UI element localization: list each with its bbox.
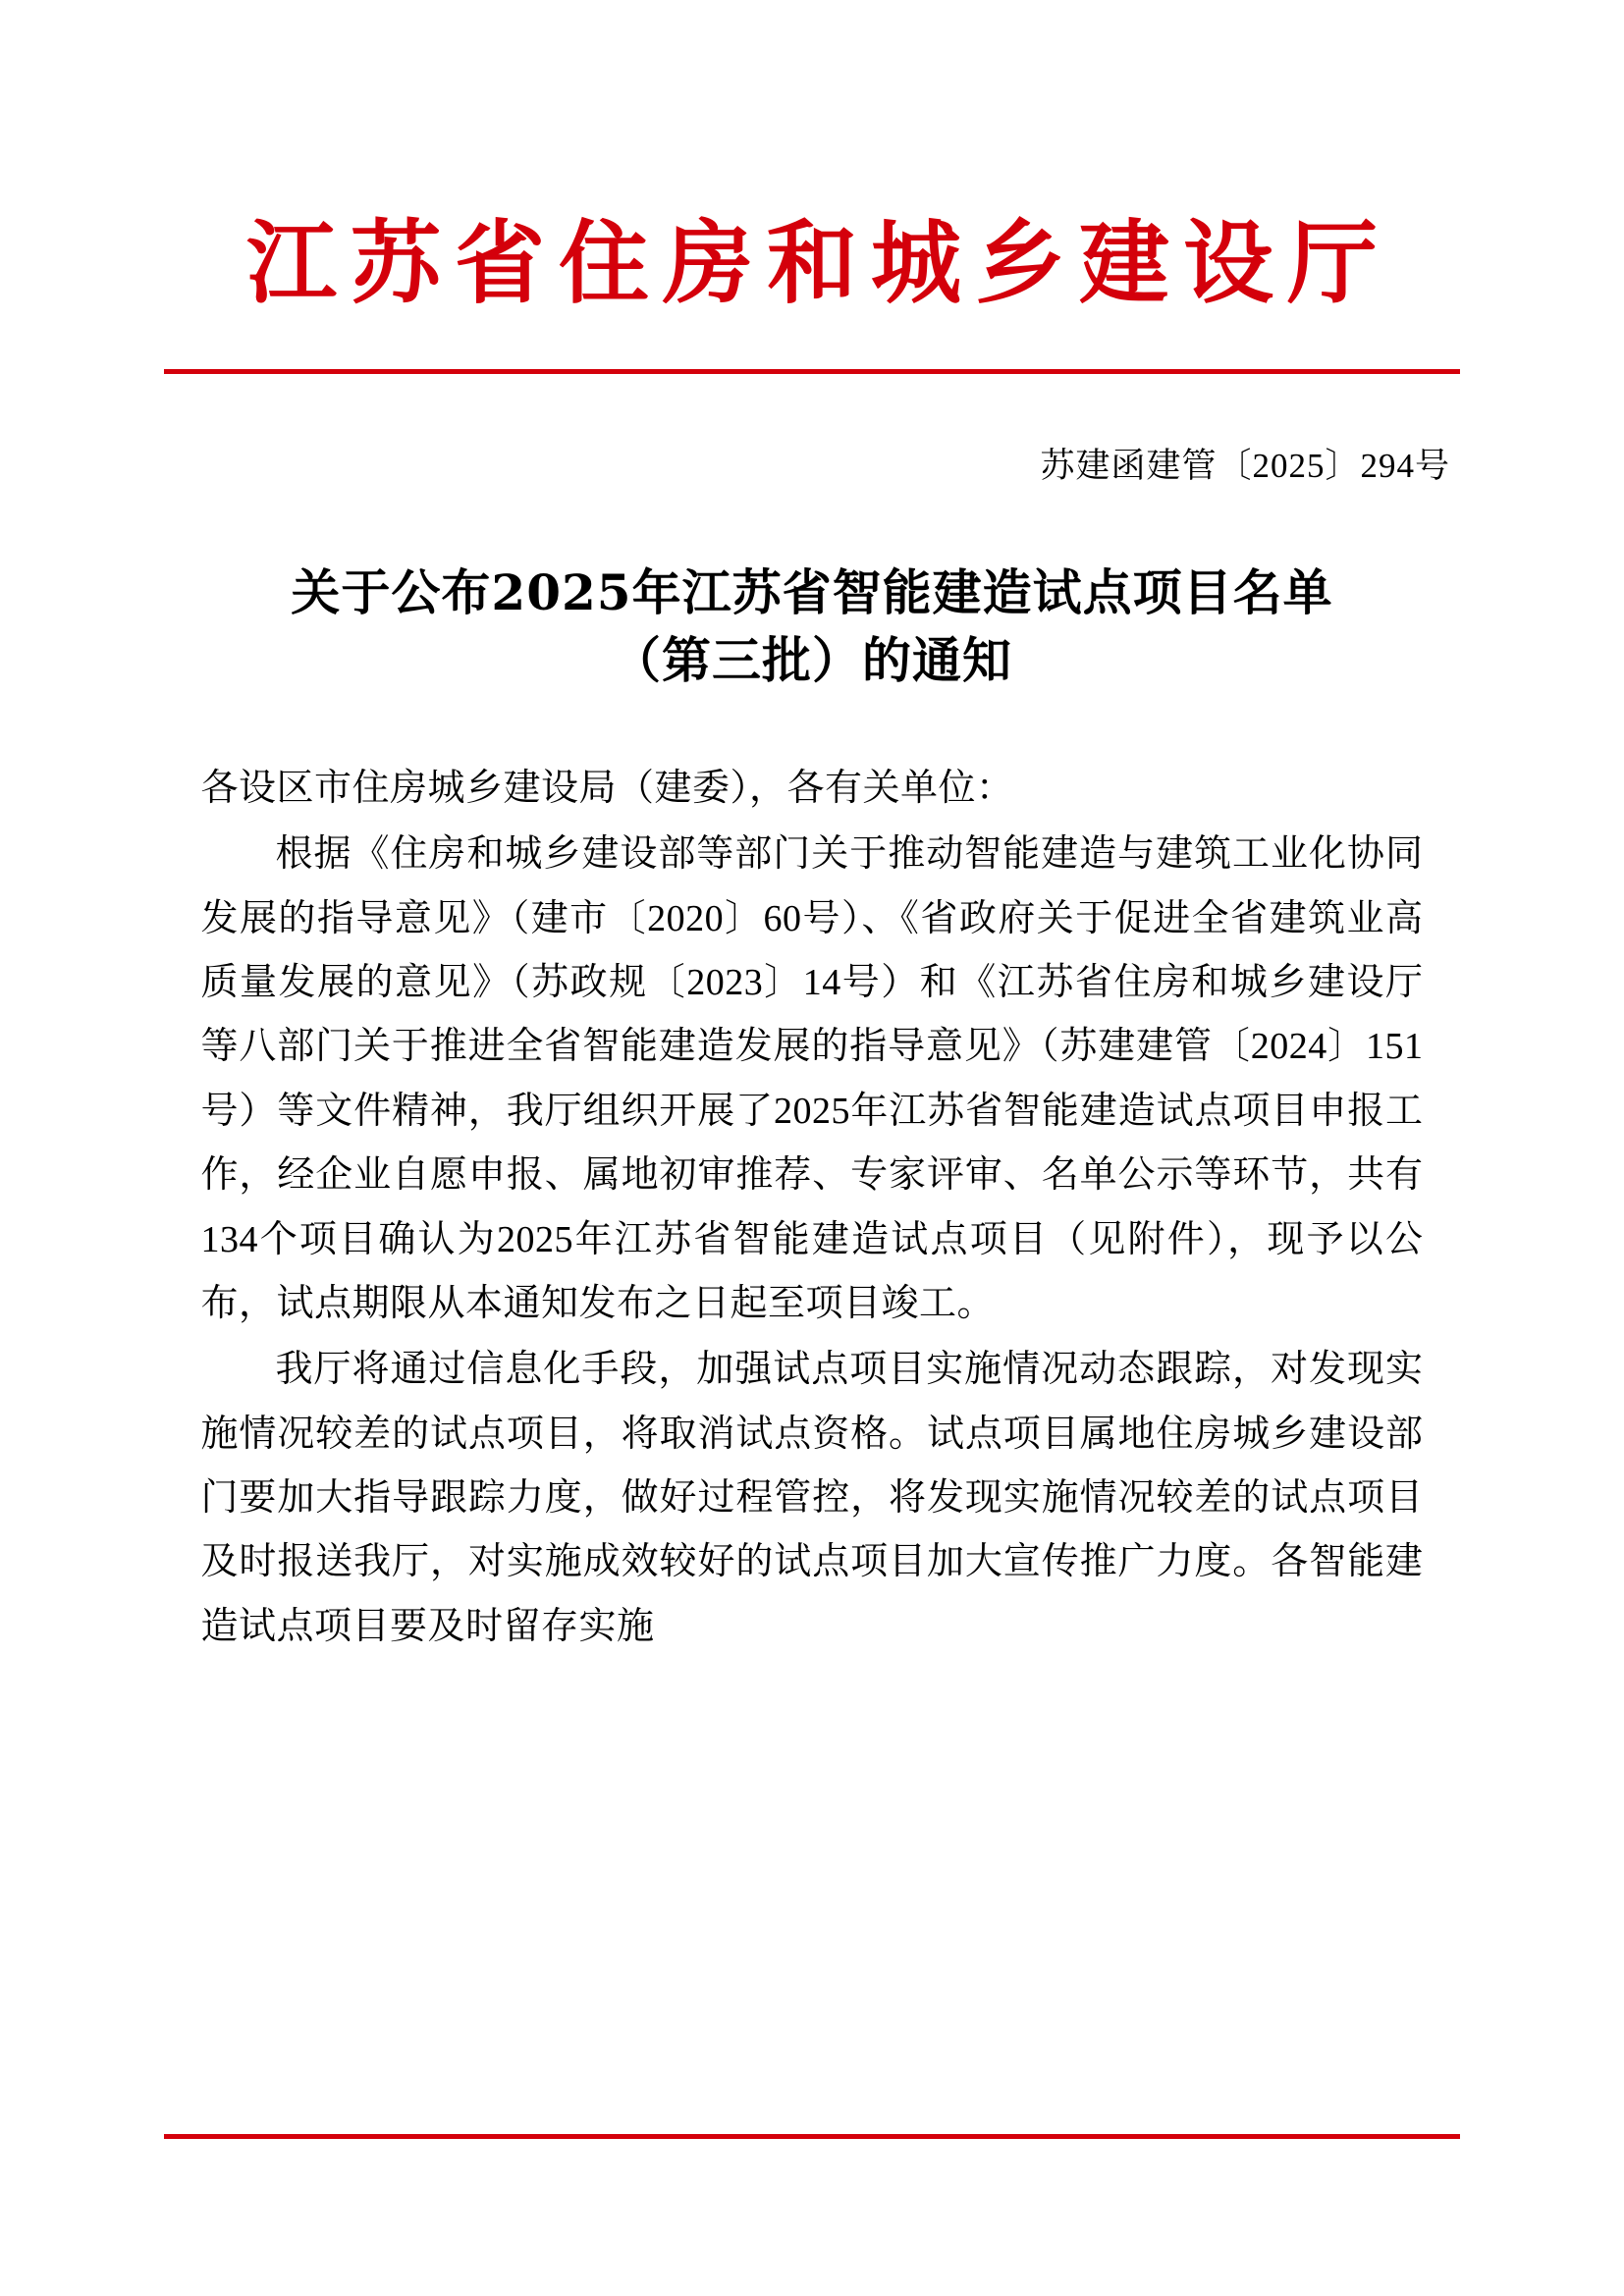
salutation: 各设区市住房城乡建设局（建委），各有关单位：: [200, 768, 1014, 809]
issuing-organization: 江苏省住房和城乡建设厅: [245, 210, 1391, 316]
body-paragraph-2: 我厅将通过信息化手段，加强试点项目实施情况动态跟踪，对发现实施情况较差的试点项目，将取消试点资格。试点项目属地住房城乡建设部门要加大指导跟踪力度，做好过程管控，将发现实施情况较差的试点项目及时报送我厅，对实施成效较好的试点项目加大宣传推广力度。各智能建造试点项目要及时留存实施: [200, 1349, 1424, 1647]
header-red-rule: [164, 369, 1460, 374]
page-title-line-2: （第三批）的通知: [612, 631, 1012, 689]
footer-red-rule: [164, 2134, 1460, 2139]
footer-rule-wrap: [0, 2134, 1624, 2139]
body-paragraph-1: 根据《住房和城乡建设部等部门关于推动智能建造与建筑工业化协同发展的指导意见》（建市〔2020〕60号）、《省政府关于促进全省建筑业高质量发展的意见》（苏政规〔2023〕14号）和《江苏省住房和城乡建设厅等八部门关于推进全省智能建造发展的指导意见》（苏建建管〔2024〕151号）等文件精神，我厅组织开展了2025年江苏省智能建造试点项目申报工作，经企业自愿申报、属地初审推荐、专家评审、名单公示等环节，共有134个项目确认为2025年江苏省智能建造试点项目（见附件），现予以公布，试点期限从本通知发布之日起至项目竣工。: [200, 833, 1424, 1324]
document-number-row: [164, 439, 1460, 488]
document-number: 苏建函建管〔2025〕294号: [1040, 447, 1450, 485]
page-title: [193, 559, 1431, 694]
letterhead: [0, 0, 1624, 316]
document-body: [201, 757, 1424, 1659]
page-title-line-1: 关于公布2025年江苏省智能建造试点项目名单: [291, 563, 1333, 621]
